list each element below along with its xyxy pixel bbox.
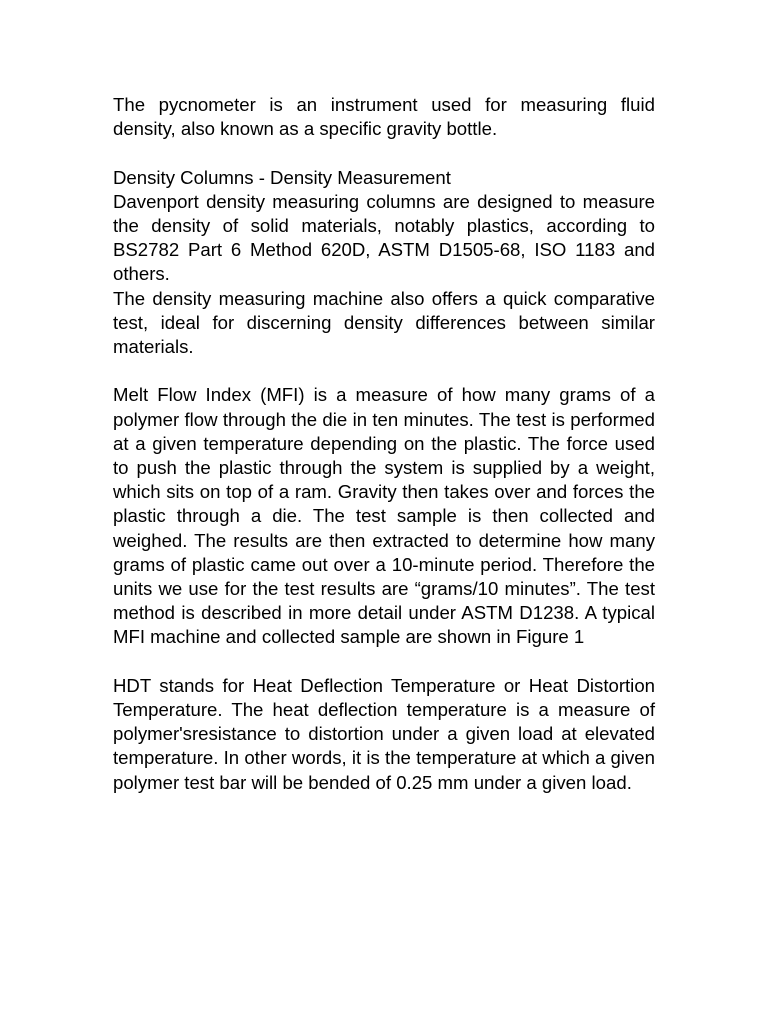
hdt-paragraph: HDT stands for Heat Deflection Temperature or Heat Distortion Temperature. The heat deflection temperature is a measure of polymer'sresistance to distortion under a given load at elevated temperature. In other words, it is the temperature at which a given polymer test bar will be bended of 0.25 mm under a given load. <box>113 674 655 793</box>
density-columns-heading: Density Columns - Density Measurement <box>113 166 451 188</box>
density-machine-paragraph: The density measuring machine also offers a quick comparative test, ideal for discerning density differences between similar materials. <box>113 287 655 358</box>
pycnometer-paragraph: The pycnometer is an instrument used for measuring fluid density, also known as a specific gravity bottle. <box>113 94 655 140</box>
melt-flow-index-paragraph: Melt Flow Index (MFI) is a measure of how many grams of a polymer flow through the die in ten minutes. The test is performed at a given temperature depending on the plastic. The force used to push the plastic through the system is supplied by a weight, which sits on top of a ram. Gravity then takes over and forces the plastic through a die. The test sample is then collected and weighed. The results are then extracted to determine how many grams of plastic came out over a 10-minute period. Therefore the units we use for the test results are “grams/10 minutes”. The test method is described in more detail under ASTM D1238. A typical MFI machine and collected sample are shown in Figure 1 <box>113 384 655 648</box>
paragraph-spacer <box>113 650 655 674</box>
paragraph-spacer <box>113 359 655 383</box>
paragraph-spacer <box>113 141 655 165</box>
davenport-paragraph: Davenport density measuring columns are designed to measure the density of solid materials, notably plastics, according to BS2782 Part 6 Method 620D, ASTM D1505-68, ISO 1183 and others. <box>113 190 655 285</box>
document-body <box>113 93 655 795</box>
